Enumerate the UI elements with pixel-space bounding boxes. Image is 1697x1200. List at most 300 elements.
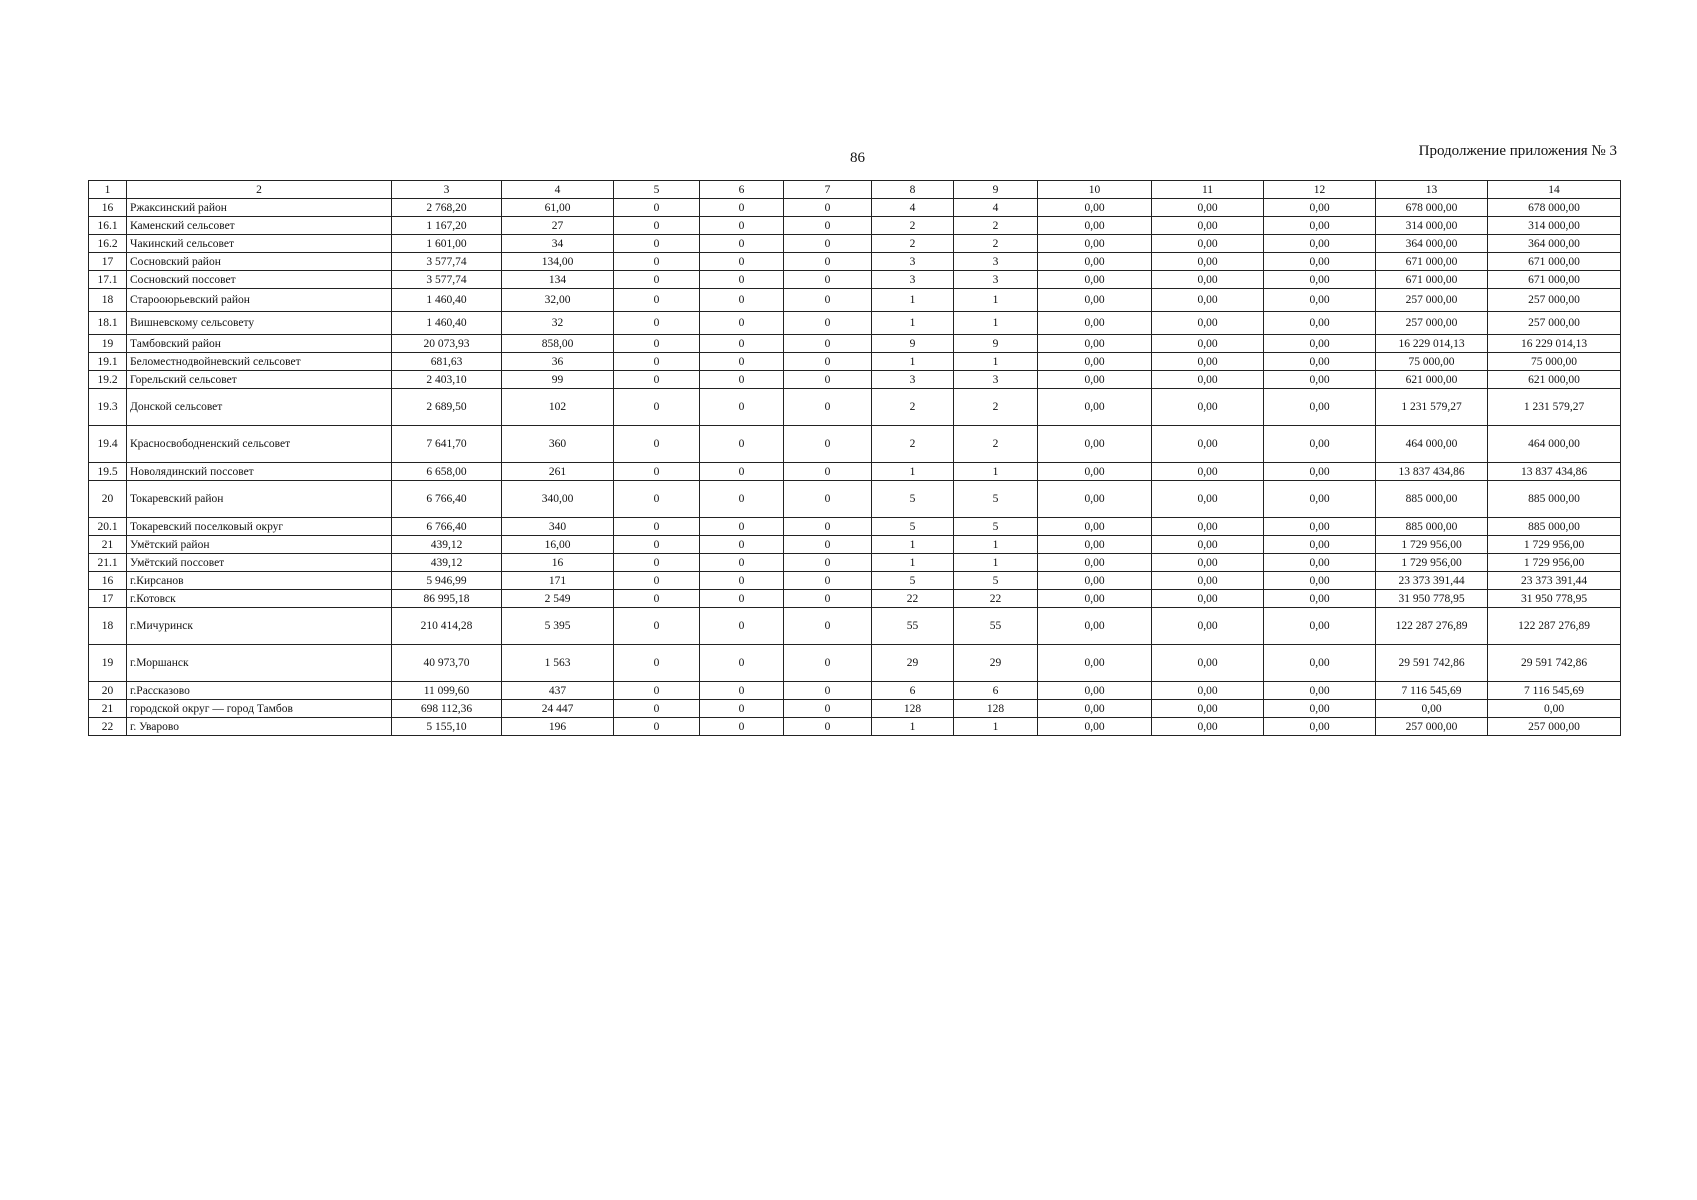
table-cell: 0 xyxy=(700,645,784,682)
table-cell: 22 xyxy=(89,718,127,736)
table-cell: 5 xyxy=(872,572,954,590)
table-cell: 75 000,00 xyxy=(1376,353,1488,371)
table-cell: 2 xyxy=(872,235,954,253)
table-cell: 671 000,00 xyxy=(1376,253,1488,271)
table-cell: 0,00 xyxy=(1152,645,1264,682)
row-name-cell: г. Уварово xyxy=(127,718,392,736)
table-row xyxy=(89,289,1621,312)
table-row xyxy=(89,682,1621,700)
table-cell: 0,00 xyxy=(1264,253,1376,271)
table-cell: 22 xyxy=(872,590,954,608)
table-cell: 17 xyxy=(89,590,127,608)
row-name-cell: Старооюрьевский район xyxy=(127,289,392,312)
table-cell: 61,00 xyxy=(502,199,614,217)
table-cell: 0 xyxy=(784,271,872,289)
table-cell: 16 229 014,13 xyxy=(1376,335,1488,353)
table-cell: 0,00 xyxy=(1038,235,1152,253)
table-cell: 2 xyxy=(954,235,1038,253)
table-cell: 6 766,40 xyxy=(392,481,502,518)
row-name-cell: городской округ — город Тамбов xyxy=(127,700,392,718)
table-cell: 0,00 xyxy=(1264,463,1376,481)
column-header-10: 10 xyxy=(1038,181,1152,199)
table-cell: 134 xyxy=(502,271,614,289)
table-cell: 17.1 xyxy=(89,271,127,289)
table-cell: 1 xyxy=(872,554,954,572)
table-cell: 698 112,36 xyxy=(392,700,502,718)
table-cell: 0,00 xyxy=(1264,536,1376,554)
table-cell: 364 000,00 xyxy=(1376,235,1488,253)
table-row xyxy=(89,590,1621,608)
table-cell: 1 xyxy=(954,554,1038,572)
table-row xyxy=(89,572,1621,590)
table-cell: 0,00 xyxy=(1264,554,1376,572)
table-cell: 0 xyxy=(614,426,700,463)
table-cell: 0,00 xyxy=(1152,463,1264,481)
table-cell: 0,00 xyxy=(1152,353,1264,371)
table-cell: 0,00 xyxy=(1264,718,1376,736)
table-cell: 122 287 276,89 xyxy=(1488,608,1621,645)
table-cell: 17 xyxy=(89,253,127,271)
table-cell: 0 xyxy=(784,353,872,371)
table-cell: 0,00 xyxy=(1038,608,1152,645)
table-cell: 0 xyxy=(700,235,784,253)
table-cell: 0,00 xyxy=(1152,335,1264,353)
table-cell: 134,00 xyxy=(502,253,614,271)
table-cell: 1 xyxy=(872,289,954,312)
table-cell: 0 xyxy=(614,608,700,645)
table-cell: 4 xyxy=(872,199,954,217)
table-cell: 0,00 xyxy=(1152,518,1264,536)
table-cell: 0,00 xyxy=(1152,371,1264,389)
table-cell: 34 xyxy=(502,235,614,253)
table-cell: 1 563 xyxy=(502,645,614,682)
table-cell: 3 xyxy=(872,371,954,389)
table-cell: 0,00 xyxy=(1152,481,1264,518)
table-cell: 257 000,00 xyxy=(1376,289,1488,312)
table-cell: 0,00 xyxy=(1264,353,1376,371)
table-cell: 0 xyxy=(700,389,784,426)
table-cell: 0,00 xyxy=(1152,682,1264,700)
table-cell: 7 116 545,69 xyxy=(1488,682,1621,700)
table-cell: 7 116 545,69 xyxy=(1376,682,1488,700)
table-cell: 5 xyxy=(872,518,954,536)
table-cell: 364 000,00 xyxy=(1488,235,1621,253)
table-cell: 0 xyxy=(784,536,872,554)
row-name-cell: Сосновский район xyxy=(127,253,392,271)
table-cell: 16 xyxy=(89,572,127,590)
column-header-8: 8 xyxy=(872,181,954,199)
table-cell: 5 xyxy=(954,481,1038,518)
row-name-cell: г.Моршанск xyxy=(127,645,392,682)
table-cell: 4 xyxy=(954,199,1038,217)
table-cell: 0 xyxy=(614,312,700,335)
table-cell: 0 xyxy=(614,217,700,235)
table-cell: 0 xyxy=(784,682,872,700)
table-cell: 2 xyxy=(954,426,1038,463)
table-cell: 6 xyxy=(954,682,1038,700)
table-row xyxy=(89,518,1621,536)
table-cell: 0,00 xyxy=(1038,700,1152,718)
table-cell: 0 xyxy=(784,371,872,389)
table-cell: 0 xyxy=(784,235,872,253)
table-cell: 32,00 xyxy=(502,289,614,312)
table-cell: 0,00 xyxy=(1264,371,1376,389)
row-name-cell: Чакинский сельсовет xyxy=(127,235,392,253)
table-cell: 0 xyxy=(784,217,872,235)
table-cell: 2 403,10 xyxy=(392,371,502,389)
table-cell: 0 xyxy=(700,590,784,608)
table-cell: 3 xyxy=(954,253,1038,271)
table-cell: 0,00 xyxy=(1152,590,1264,608)
table-cell: 20 xyxy=(89,481,127,518)
table-cell: 1 xyxy=(872,353,954,371)
table-cell: 314 000,00 xyxy=(1376,217,1488,235)
table-cell: 0,00 xyxy=(1038,572,1152,590)
table-cell: 0 xyxy=(784,253,872,271)
table-cell: 671 000,00 xyxy=(1376,271,1488,289)
table-cell: 0,00 xyxy=(1152,312,1264,335)
table-cell: 0 xyxy=(700,289,784,312)
table-cell: 0,00 xyxy=(1264,199,1376,217)
table-cell: 19.2 xyxy=(89,371,127,389)
table-cell: 0,00 xyxy=(1264,645,1376,682)
row-name-cell: Тамбовский район xyxy=(127,335,392,353)
table-cell: 885 000,00 xyxy=(1488,481,1621,518)
table-cell: 0 xyxy=(614,590,700,608)
table-cell: 1 231 579,27 xyxy=(1376,389,1488,426)
table-cell: 1 xyxy=(872,718,954,736)
table-cell: 0,00 xyxy=(1038,718,1152,736)
table-cell: 3 xyxy=(954,271,1038,289)
table-cell: 5 395 xyxy=(502,608,614,645)
table-row xyxy=(89,271,1621,289)
column-header-12: 12 xyxy=(1264,181,1376,199)
column-header-7: 7 xyxy=(784,181,872,199)
table-cell: 0,00 xyxy=(1152,572,1264,590)
table-cell: 1 601,00 xyxy=(392,235,502,253)
table-cell: 27 xyxy=(502,217,614,235)
table-cell: 36 xyxy=(502,353,614,371)
table-cell: 196 xyxy=(502,718,614,736)
table-cell: 0,00 xyxy=(1038,463,1152,481)
table-cell: 0,00 xyxy=(1038,536,1152,554)
table-cell: 0,00 xyxy=(1038,271,1152,289)
table-cell: 0 xyxy=(614,463,700,481)
table-cell: 0 xyxy=(700,371,784,389)
table-row xyxy=(89,426,1621,463)
table-cell: 75 000,00 xyxy=(1488,353,1621,371)
table-cell: 0,00 xyxy=(1152,426,1264,463)
table-cell: 1 xyxy=(954,353,1038,371)
table-cell: 21 xyxy=(89,536,127,554)
table-cell: 29 591 742,86 xyxy=(1488,645,1621,682)
table-cell: 0 xyxy=(700,253,784,271)
table-cell: 0,00 xyxy=(1264,389,1376,426)
table-row xyxy=(89,481,1621,518)
table-cell: 464 000,00 xyxy=(1488,426,1621,463)
table-cell: 9 xyxy=(954,335,1038,353)
table-cell: 0 xyxy=(784,335,872,353)
table-cell: 0,00 xyxy=(1038,199,1152,217)
table-cell: 0,00 xyxy=(1264,572,1376,590)
table-cell: 2 xyxy=(872,389,954,426)
table-row xyxy=(89,718,1621,736)
table-cell: 678 000,00 xyxy=(1488,199,1621,217)
table-cell: 0,00 xyxy=(1264,481,1376,518)
table-cell: 1 xyxy=(872,536,954,554)
table-cell: 257 000,00 xyxy=(1376,312,1488,335)
table-cell: 621 000,00 xyxy=(1488,371,1621,389)
table-cell: 0,00 xyxy=(1038,481,1152,518)
row-name-cell: Умётский поссовет xyxy=(127,554,392,572)
table-cell: 257 000,00 xyxy=(1488,312,1621,335)
column-header-2: 2 xyxy=(127,181,392,199)
table-cell: 1 xyxy=(954,312,1038,335)
table-row xyxy=(89,371,1621,389)
table-cell: 0 xyxy=(614,253,700,271)
table-cell: 2 xyxy=(954,389,1038,426)
table-cell: 19.3 xyxy=(89,389,127,426)
table-cell: 9 xyxy=(872,335,954,353)
table-cell: 0 xyxy=(614,289,700,312)
table-cell: 0,00 xyxy=(1264,312,1376,335)
table-row xyxy=(89,700,1621,718)
table-cell: 0,00 xyxy=(1038,253,1152,271)
table-cell: 0 xyxy=(784,718,872,736)
table-row xyxy=(89,312,1621,335)
row-name-cell: Сосновский поссовет xyxy=(127,271,392,289)
table-cell: 0,00 xyxy=(1264,271,1376,289)
table-cell: 5 946,99 xyxy=(392,572,502,590)
table-cell: 122 287 276,89 xyxy=(1376,608,1488,645)
row-name-cell: Горельский сельсовет xyxy=(127,371,392,389)
row-name-cell: Токаревский поселковый округ xyxy=(127,518,392,536)
table-row xyxy=(89,199,1621,217)
table-cell: 0,00 xyxy=(1038,353,1152,371)
table-cell: 257 000,00 xyxy=(1376,718,1488,736)
table-cell: 0,00 xyxy=(1488,700,1621,718)
table-cell: 885 000,00 xyxy=(1376,481,1488,518)
table-cell: 340 xyxy=(502,518,614,536)
table-cell: 0,00 xyxy=(1038,389,1152,426)
table-cell: 3 577,74 xyxy=(392,253,502,271)
table-cell: 0 xyxy=(700,481,784,518)
table-cell: 0 xyxy=(700,718,784,736)
table-cell: 55 xyxy=(954,608,1038,645)
table-cell: 23 373 391,44 xyxy=(1376,572,1488,590)
table-cell: 3 xyxy=(872,253,954,271)
table-cell: 261 xyxy=(502,463,614,481)
column-header-4: 4 xyxy=(502,181,614,199)
table-cell: 20 073,93 xyxy=(392,335,502,353)
table-cell: 29 xyxy=(872,645,954,682)
table-cell: 257 000,00 xyxy=(1488,289,1621,312)
table-cell: 2 768,20 xyxy=(392,199,502,217)
table-row xyxy=(89,253,1621,271)
table-cell: 0 xyxy=(784,608,872,645)
table-cell: 0 xyxy=(784,518,872,536)
table-cell: 0,00 xyxy=(1038,518,1152,536)
table-cell: 1 xyxy=(954,536,1038,554)
table-cell: 621 000,00 xyxy=(1376,371,1488,389)
table-cell: 0,00 xyxy=(1038,217,1152,235)
table-cell: 314 000,00 xyxy=(1488,217,1621,235)
table-cell: 0,00 xyxy=(1264,235,1376,253)
table-row xyxy=(89,217,1621,235)
table-cell: 0 xyxy=(784,199,872,217)
row-name-cell: Красносвободненский сельсовет xyxy=(127,426,392,463)
table-cell: 18 xyxy=(89,289,127,312)
table-cell: 1 729 956,00 xyxy=(1488,536,1621,554)
table-cell: 29 591 742,86 xyxy=(1376,645,1488,682)
table-cell: 0,00 xyxy=(1152,718,1264,736)
table-cell: 0,00 xyxy=(1038,590,1152,608)
table-cell: 0 xyxy=(614,335,700,353)
table-cell: 86 995,18 xyxy=(392,590,502,608)
row-name-cell: Вишневскому сельсовету xyxy=(127,312,392,335)
continuation-title: Продолжение приложения № 3 xyxy=(1418,143,1617,159)
table-cell: 16 229 014,13 xyxy=(1488,335,1621,353)
column-header-5: 5 xyxy=(614,181,700,199)
table-row xyxy=(89,463,1621,481)
table-cell: 439,12 xyxy=(392,536,502,554)
column-header-3: 3 xyxy=(392,181,502,199)
row-name-cell: Новолядинский поссовет xyxy=(127,463,392,481)
table-cell: 128 xyxy=(954,700,1038,718)
table-cell: 2 549 xyxy=(502,590,614,608)
row-name-cell: г.Котовск xyxy=(127,590,392,608)
table-cell: 0 xyxy=(700,700,784,718)
table-cell: 885 000,00 xyxy=(1488,518,1621,536)
table-cell: 16,00 xyxy=(502,536,614,554)
table-cell: 0,00 xyxy=(1038,554,1152,572)
table-cell: 0 xyxy=(614,572,700,590)
table-cell: 24 447 xyxy=(502,700,614,718)
column-header-14: 14 xyxy=(1488,181,1621,199)
table-cell: 3 xyxy=(954,371,1038,389)
table-cell: 439,12 xyxy=(392,554,502,572)
table-cell: 20 xyxy=(89,682,127,700)
table-cell: 13 837 434,86 xyxy=(1376,463,1488,481)
table-cell: 0 xyxy=(614,353,700,371)
table-cell: 31 950 778,95 xyxy=(1376,590,1488,608)
table-cell: 0 xyxy=(784,554,872,572)
table-cell: 0 xyxy=(614,554,700,572)
table-row xyxy=(89,235,1621,253)
table-cell: 1 460,40 xyxy=(392,312,502,335)
table-cell: 437 xyxy=(502,682,614,700)
table-cell: 21 xyxy=(89,700,127,718)
table-cell: 0 xyxy=(784,289,872,312)
table-cell: 0,00 xyxy=(1264,518,1376,536)
row-name-cell: Токаревский район xyxy=(127,481,392,518)
table-cell: 678 000,00 xyxy=(1376,199,1488,217)
table-cell: 671 000,00 xyxy=(1488,253,1621,271)
table-cell: 0,00 xyxy=(1152,536,1264,554)
table-cell: 0,00 xyxy=(1038,335,1152,353)
table-cell: 885 000,00 xyxy=(1376,518,1488,536)
table-cell: 360 xyxy=(502,426,614,463)
row-name-cell: Каменский сельсовет xyxy=(127,217,392,235)
table-cell: 464 000,00 xyxy=(1376,426,1488,463)
table-cell: 0 xyxy=(784,572,872,590)
table-cell: 0 xyxy=(700,682,784,700)
table-cell: 102 xyxy=(502,389,614,426)
column-header-13: 13 xyxy=(1376,181,1488,199)
column-header-9: 9 xyxy=(954,181,1038,199)
table-cell: 1 167,20 xyxy=(392,217,502,235)
table-cell: 3 577,74 xyxy=(392,271,502,289)
table-cell: 40 973,70 xyxy=(392,645,502,682)
table-cell: 340,00 xyxy=(502,481,614,518)
table-cell: 55 xyxy=(872,608,954,645)
table-header xyxy=(89,181,1621,199)
table-cell: 16.1 xyxy=(89,217,127,235)
table-cell: 0 xyxy=(700,463,784,481)
table-cell: 19 xyxy=(89,645,127,682)
table-cell: 0 xyxy=(700,335,784,353)
table-cell: 0,00 xyxy=(1152,235,1264,253)
table-cell: 0 xyxy=(614,536,700,554)
row-name-cell: Беломестнодвойневский сельсовет xyxy=(127,353,392,371)
table-cell: 2 xyxy=(872,426,954,463)
table-cell: 0 xyxy=(784,312,872,335)
table-cell: 0,00 xyxy=(1264,682,1376,700)
table-cell: 1 729 956,00 xyxy=(1376,554,1488,572)
table-cell: 2 xyxy=(872,217,954,235)
table-cell: 0,00 xyxy=(1038,645,1152,682)
table-cell: 0,00 xyxy=(1038,371,1152,389)
column-header-1: 1 xyxy=(89,181,127,199)
table-row xyxy=(89,536,1621,554)
table-cell: 0,00 xyxy=(1264,335,1376,353)
table-cell: 0 xyxy=(614,718,700,736)
table-cell: 5 xyxy=(872,481,954,518)
table-cell: 0 xyxy=(784,700,872,718)
table-cell: 0 xyxy=(700,199,784,217)
table-cell: 1 460,40 xyxy=(392,289,502,312)
table-cell: 1 xyxy=(872,312,954,335)
table-cell: 0,00 xyxy=(1152,217,1264,235)
table-cell: 0,00 xyxy=(1152,554,1264,572)
table-cell: 1 xyxy=(872,463,954,481)
table-cell: 1 xyxy=(954,718,1038,736)
data-table xyxy=(88,180,1621,736)
table-cell: 1 xyxy=(954,463,1038,481)
table-cell: 0 xyxy=(700,353,784,371)
table-cell: 0,00 xyxy=(1264,700,1376,718)
table-cell: 18.1 xyxy=(89,312,127,335)
table-cell: 31 950 778,95 xyxy=(1488,590,1621,608)
table-row xyxy=(89,353,1621,371)
row-name-cell: г.Мичуринск xyxy=(127,608,392,645)
table-cell: 0 xyxy=(614,518,700,536)
table-cell: 29 xyxy=(954,645,1038,682)
table-cell: 0 xyxy=(614,235,700,253)
table-cell: 0 xyxy=(700,312,784,335)
table-cell: 16 xyxy=(89,199,127,217)
table-cell: 0 xyxy=(784,426,872,463)
table-cell: 6 xyxy=(872,682,954,700)
table-cell: 23 373 391,44 xyxy=(1488,572,1621,590)
row-name-cell: Ржаксинский район xyxy=(127,199,392,217)
table-cell: 128 xyxy=(872,700,954,718)
table-cell: 21.1 xyxy=(89,554,127,572)
table-cell: 0,00 xyxy=(1152,199,1264,217)
table-cell: 1 729 956,00 xyxy=(1376,536,1488,554)
table-cell: 0 xyxy=(614,700,700,718)
table-cell: 32 xyxy=(502,312,614,335)
